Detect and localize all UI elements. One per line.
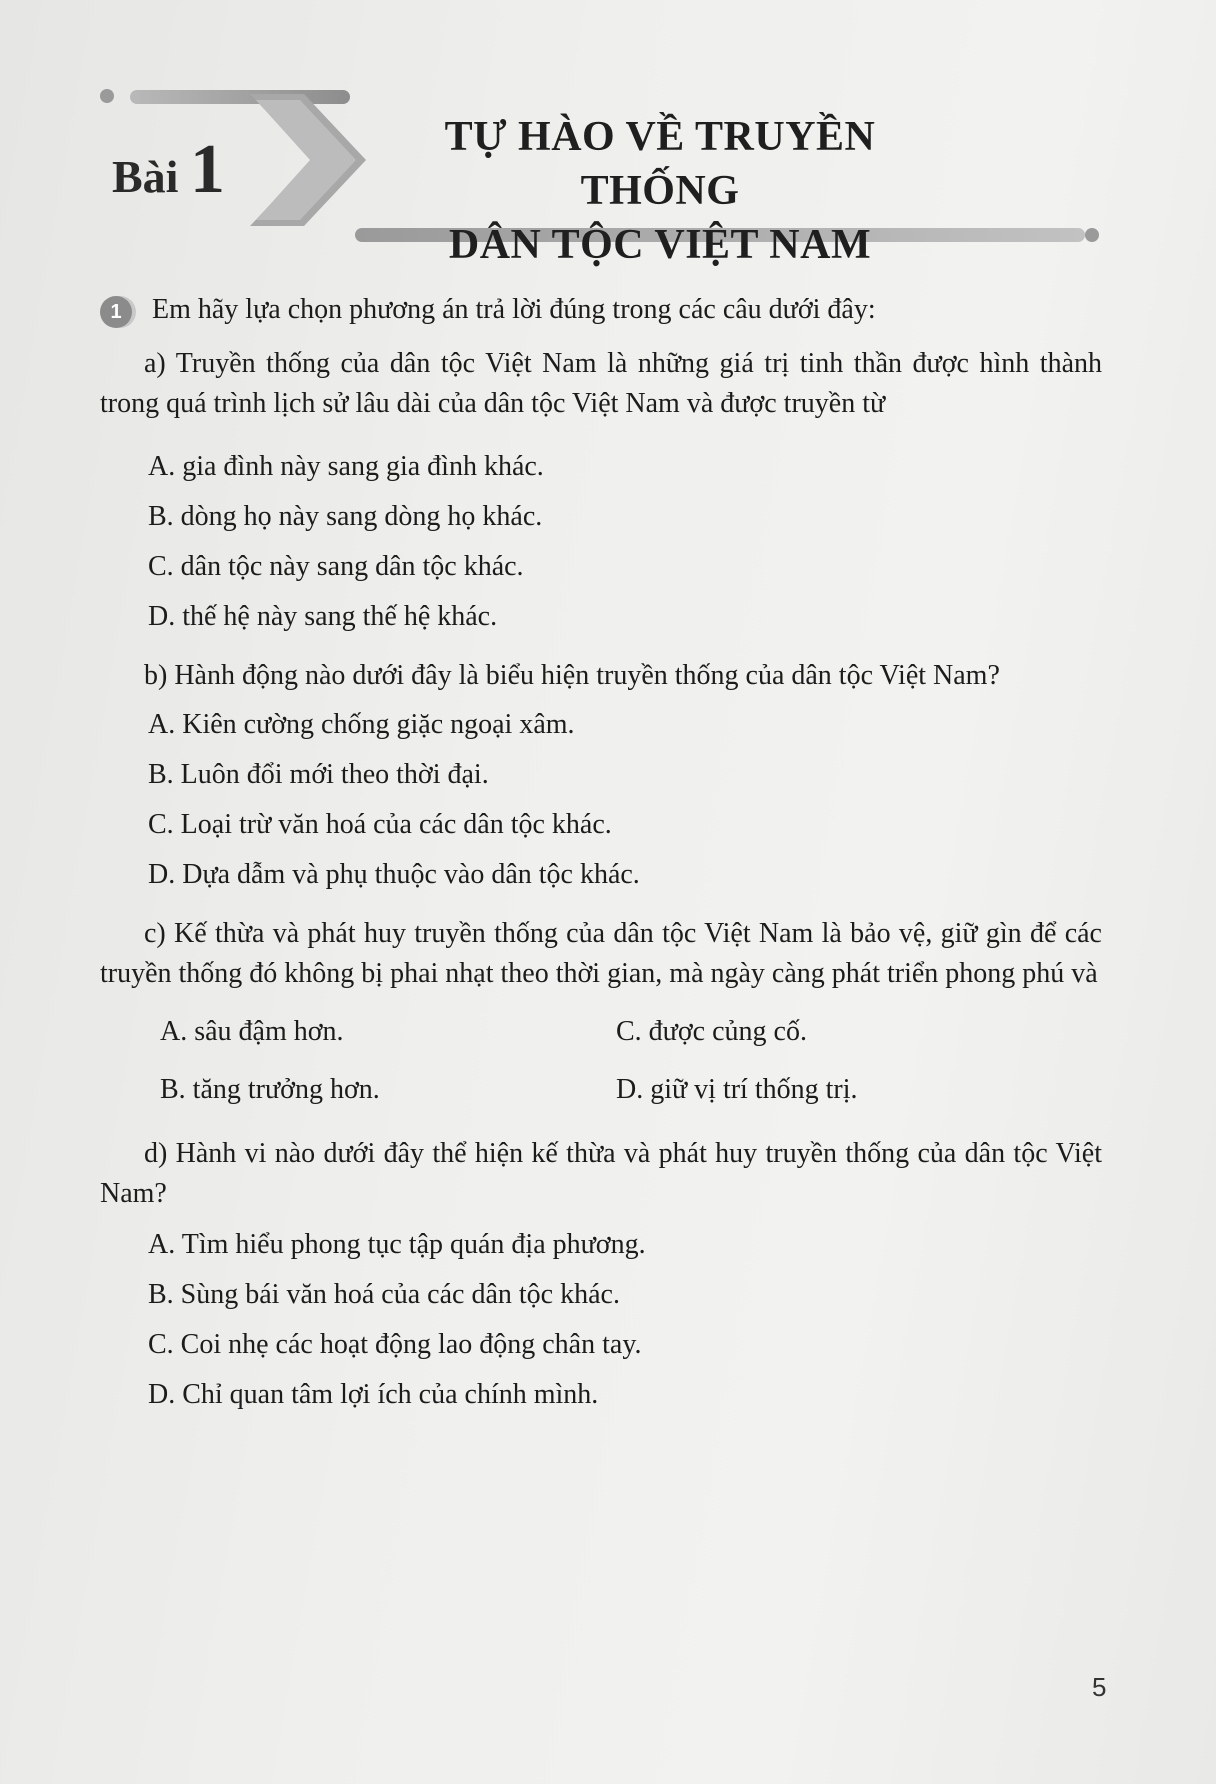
question-d-options: [148, 1220, 1102, 1420]
option[interactable]: D. thế hệ này sang thế hệ khác.: [148, 601, 498, 632]
option[interactable]: A. Kiên cường chống giặc ngoại xâm.: [148, 709, 575, 740]
question-c-options: [160, 1008, 1102, 1114]
question-b-options: [148, 700, 1102, 900]
exercise-number-badge: 1: [100, 296, 132, 328]
option[interactable]: B. dòng họ này sang dòng họ khác.: [148, 501, 543, 532]
question-b-stem: b) Hành động nào dưới đây là biểu hiện truyền thống của dân tộc Việt Nam?: [144, 660, 1000, 691]
lesson-title: [400, 110, 920, 272]
instruction-text: Em hãy lựa chọn phương án trả lời đúng trong các câu dưới đây:: [152, 294, 876, 325]
lesson-title-line-2: DÂN TỘC VIỆT NAM: [448, 222, 872, 268]
option[interactable]: D. Chỉ quan tâm lợi ích của chính mình.: [148, 1379, 599, 1410]
decor-dot-top: [100, 89, 114, 103]
option[interactable]: B. Sùng bái văn hoá của các dân tộc khác.: [148, 1279, 620, 1310]
chevron-arrow-icon: [250, 94, 370, 226]
option[interactable]: D. Dựa dẫm và phụ thuộc vào dân tộc khác.: [148, 859, 640, 890]
option[interactable]: A. Tìm hiểu phong tục tập quán địa phương.: [148, 1229, 646, 1260]
question-c-stem: c) Kế thừa và phát huy truyền thống của dân tộc Việt Nam là bảo vệ, giữ gìn để các truyền thống đó không bị phai nhạt theo thời gian, mà ngày càng phát triển phong phú và: [100, 918, 1102, 989]
option[interactable]: D. giữ vị trí thống trị.: [616, 1074, 858, 1105]
lesson-title-line-1: TỰ HÀO VỀ TRUYỀN THỐNG: [444, 114, 876, 214]
question-a-stem: a) Truyền thống của dân tộc Việt Nam là những giá trị tinh thần được hình thành trong quá trình lịch sử lâu dài của dân tộc Việt Nam và được truyền từ: [100, 348, 1102, 419]
option[interactable]: A. gia đình này sang gia đình khác.: [148, 451, 544, 482]
question-d-stem: d) Hành vi nào dưới đây thể hiện kế thừa và phát huy truyền thống của dân tộc Việt Nam?: [100, 1138, 1102, 1209]
option[interactable]: C. được củng cố.: [616, 1016, 807, 1047]
option[interactable]: C. Loại trừ văn hoá của các dân tộc khác.: [148, 809, 612, 840]
decor-dot-bottom: [1085, 228, 1099, 242]
option[interactable]: C. dân tộc này sang dân tộc khác.: [148, 551, 524, 582]
exercise-instruction: [100, 290, 1102, 330]
exercise-content: [100, 290, 1102, 1420]
question-a-options: [148, 442, 1102, 642]
option[interactable]: C. Coi nhẹ các hoạt động lao động chân tay.: [148, 1329, 642, 1360]
lesson-word: Bài: [112, 151, 179, 202]
lesson-label: [112, 130, 225, 210]
lesson-number: 1: [189, 131, 225, 208]
page-number: 5: [1092, 1672, 1107, 1702]
lesson-header: [100, 80, 1100, 268]
option[interactable]: A. sâu đậm hơn.: [160, 1016, 344, 1047]
option[interactable]: B. Luôn đổi mới theo thời đại.: [148, 759, 489, 790]
option[interactable]: B. tăng trưởng hơn.: [160, 1074, 380, 1105]
